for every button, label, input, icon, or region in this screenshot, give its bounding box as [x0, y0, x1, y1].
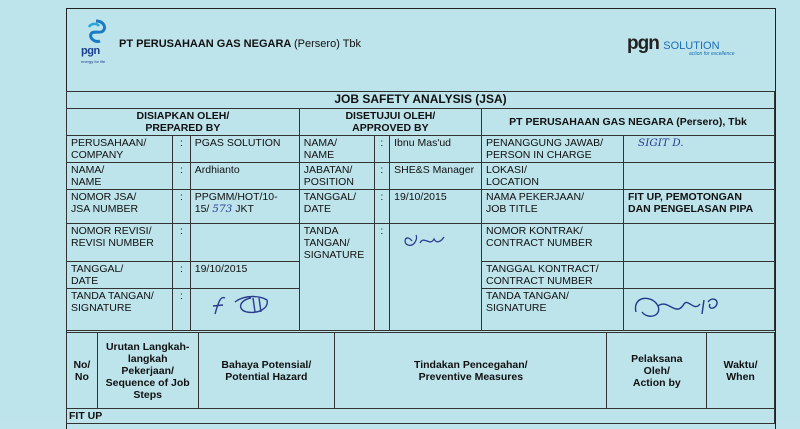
col-header-when: Waktu/ When — [707, 333, 775, 409]
col-header-action-by: Pelaksana Oleh/ Action by — [607, 333, 707, 409]
approver-signature-label: TANDA TANGAN/ SIGNATURE — [299, 224, 374, 331]
colon: : — [173, 224, 191, 262]
jsa-number-handwritten: 573 — [212, 203, 233, 215]
pgn-solution-tagline: action for excellence — [689, 51, 735, 57]
approver-name-label: NAMA/ NAME — [299, 136, 374, 163]
position-value: SHE&S Manager — [390, 163, 482, 190]
jsa-number-part3: JKT — [235, 203, 254, 215]
contract-number-label: NOMOR KONTRAK/ CONTRACT NUMBER — [482, 224, 624, 262]
approved-by-header: DISETUJUI OLEH/ APPROVED BY — [299, 109, 481, 136]
colon: : — [374, 136, 390, 163]
colon: : — [374, 224, 390, 331]
person-in-charge-label: PENANGGUNG JAWAB/ PERSON IN CHARGE — [482, 136, 624, 163]
approver-signature — [390, 224, 482, 331]
jsa-approval-table — [66, 91, 775, 331]
company-suffix: (Persero) Tbk — [294, 38, 362, 50]
colon: : — [173, 190, 191, 224]
section-fit-up: FIT UP — [67, 409, 775, 424]
contract-date-label: TANGGAL KONTRACT/ CONTRACT NUMBER — [482, 262, 624, 289]
approver-signature-mark — [394, 225, 474, 255]
jsa-number-value — [190, 190, 299, 224]
pgn-logo-text: pgn — [81, 45, 100, 57]
prepared-date-label: TANGGAL/ DATE — [67, 262, 173, 289]
approval-date-label: TANGGAL/ DATE — [299, 190, 374, 224]
colon: : — [374, 163, 390, 190]
jsa-number-part2: 15/ — [194, 203, 210, 215]
colon: : — [173, 136, 191, 163]
prepared-by-header: DISIAPKAN OLEH/ PREPARED BY — [67, 109, 300, 136]
company-label: PERUSAHAAN/ COMPANY — [67, 136, 173, 163]
jsa-number-label: NOMOR JSA/ JSA NUMBER — [67, 190, 173, 224]
contract-number-value — [624, 224, 775, 262]
revision-number-value — [190, 224, 299, 262]
pgn-section-header: PT PERUSAHAAN GAS NEGARA (Persero), Tbk — [482, 109, 775, 136]
pgn-solution-logo-pgn: pgn — [627, 33, 659, 54]
pgn-logo-tagline: energy for life — [81, 59, 106, 64]
person-in-charge-value: SIGIT D. — [624, 136, 775, 163]
col-header-potential-hazard: Bahaya Potensial/ Potential Hazard — [198, 333, 335, 409]
colon: : — [374, 190, 390, 224]
prepared-date-value: 19/10/2015 — [190, 262, 299, 289]
job-title-label: NAMA PEKERJAAN/ JOB TITLE — [482, 190, 624, 224]
pgn-signature-label: TANDA TANGAN/ SIGNATURE — [482, 289, 624, 331]
colon: : — [173, 163, 191, 190]
company-name-text: PT PERUSAHAAN GAS NEGARA — [119, 38, 291, 50]
pgn-logo-icon — [83, 19, 109, 45]
approver-name-value: Ibnu Mas'ud — [390, 136, 482, 163]
revision-number-label: NOMOR REVISI/ REVISI NUMBER — [67, 224, 173, 262]
pgn-solution-logo-solution: SOLUTION — [663, 40, 720, 52]
form-title: JOB SAFETY ANALYSIS (JSA) — [67, 92, 775, 109]
col-header-job-steps: Urutan Langkah- langkah Pekerjaan/ Sequence of Job Steps — [97, 333, 198, 409]
location-label: LOKASI/ LOCATION — [482, 163, 624, 190]
preparer-name-label: NAMA/ NAME — [67, 163, 173, 190]
jsa-number-part1: PPGMM/HOT/10- — [194, 191, 278, 203]
approval-date-value: 19/10/2015 — [390, 190, 482, 224]
preparer-signature — [190, 289, 299, 331]
position-label: JABATAN/ POSITION — [299, 163, 374, 190]
colon: : — [173, 262, 191, 289]
location-value — [624, 163, 775, 190]
preparer-signature-mark — [195, 290, 295, 320]
company-name — [119, 38, 361, 50]
preparer-name-value: Ardhianto — [190, 163, 299, 190]
pgn-signature — [624, 289, 775, 331]
col-header-no: No/ No — [67, 333, 98, 409]
preparer-signature-label: TANDA TANGAN/ SIGNATURE — [67, 289, 173, 331]
pgn-solution-logo — [627, 33, 735, 57]
colon: : — [173, 289, 191, 331]
contract-date-value — [624, 262, 775, 289]
col-header-preventive-measures: Tindakan Pencegahan/ Preventive Measures — [335, 333, 607, 409]
document-header — [67, 9, 775, 92]
jsa-steps-table — [66, 332, 775, 424]
company-value: PGAS SOLUTION — [190, 136, 299, 163]
pgn-signature-mark — [628, 290, 768, 326]
job-title-value: FIT UP, PEMOTONGAN DAN PENGELASAN PIPA — [624, 190, 775, 224]
